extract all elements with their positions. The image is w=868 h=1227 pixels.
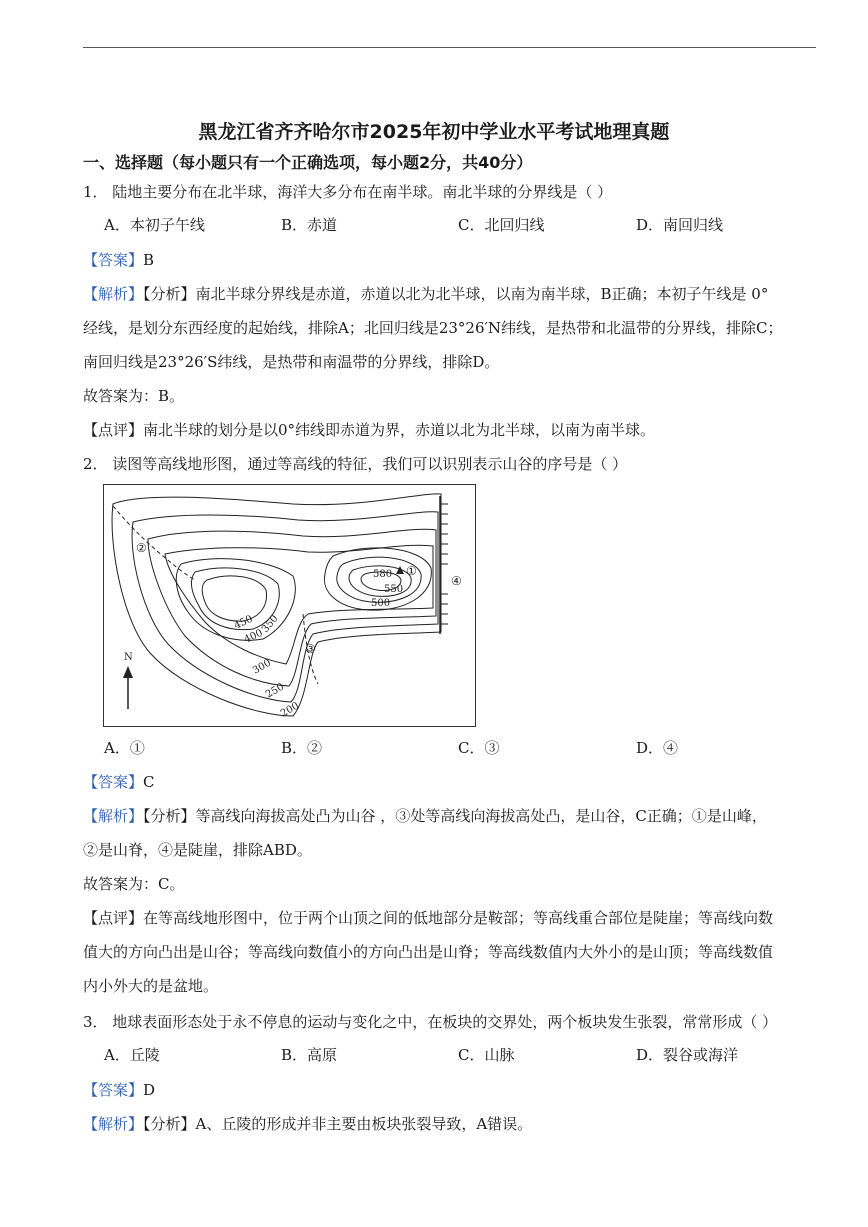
q1-stem: 1． 陆地主要分布在北半球，海洋大多分布在南半球。南北半球的分界线是（ ）	[83, 183, 613, 201]
label-400: 400	[242, 627, 265, 646]
text: 是陡崖，排除ABD。	[173, 841, 312, 859]
text: 处等高线向海拔高处凸，是山谷，C正确；	[410, 807, 692, 825]
q3-option-d: D．裂谷或海洋	[636, 1046, 739, 1064]
q2-final: 故答案为：C。	[83, 875, 185, 893]
q3-option-b: B．高原	[281, 1046, 338, 1064]
option-mark: ①	[129, 739, 145, 757]
section-heading: 一、选择题（每小题只有一个正确选项，每小题2分，共40分）	[83, 153, 533, 172]
marker-1: ①	[406, 564, 417, 578]
q3-answer-value: D	[143, 1081, 156, 1099]
q1-analysis-line-1	[83, 284, 818, 304]
q1-analysis-line-2: 经线，是划分东西经度的起始线，排除A；北回归线是23°26′N纬线，是热带和北温带的分界线，排除C；	[83, 319, 783, 337]
marker-3: ③	[305, 642, 316, 656]
q2-comment-line-2: 值大的方向凸出是山谷；等高线向数值小的方向凸出是山脊；等高线数值内大外小的是山顶；等高线数值	[83, 943, 774, 961]
analysis-tag: 【解析】	[83, 1115, 144, 1133]
q2-option-b	[281, 738, 322, 758]
q3-analysis-text: 【分析】A、丘陵的形成并非主要由板块张裂导致，A错误。	[143, 1115, 533, 1133]
answer-tag: 【答案】	[83, 251, 144, 269]
q2-analysis-line-2	[83, 840, 818, 860]
q1-comment: 【点评】南北半球的划分是以0°纬线即赤道为界，赤道以北为北半球，以南为南半球。	[83, 421, 656, 439]
q1-analysis-line-3: 南回归线是23°26′S纬线，是热带和南温带的分界线，排除D。	[83, 353, 500, 371]
option-mark: ④	[663, 739, 679, 757]
label-450: 450	[232, 613, 255, 632]
q2-option-c	[458, 738, 500, 758]
q1-final: 故答案为：B。	[83, 387, 185, 405]
label-200: 200	[279, 700, 302, 720]
q2-comment-line-3: 内小外大的是盆地。	[83, 977, 219, 995]
north-label: N	[124, 652, 133, 663]
marker-1-inline: ①	[691, 807, 707, 825]
marker-3-inline: ③	[395, 807, 411, 825]
marker-4-inline: ④	[158, 841, 174, 859]
label-250: 250	[264, 681, 287, 701]
q1-answer	[83, 250, 818, 270]
q2-answer-value: C	[143, 773, 155, 791]
ridge-line	[113, 506, 195, 580]
option-mark: ②	[307, 739, 323, 757]
q2-option-a	[104, 738, 145, 758]
q3-answer	[83, 1080, 818, 1100]
q2-stem: 2． 读图等高线地形图，通过等高线的特征，我们可以识别表示山谷的序号是（ ）	[83, 455, 628, 473]
option-letter: C．	[458, 739, 485, 757]
marker-4: ④	[451, 574, 462, 588]
q2-answer	[83, 772, 818, 792]
analysis-tag: 【解析】	[83, 285, 144, 303]
text: 是山脊，	[98, 841, 159, 859]
q1-option-a: A．本初子午线	[104, 216, 205, 234]
contour-inner	[202, 576, 266, 621]
q3-option-c: C．山脉	[458, 1046, 515, 1064]
q1-answer-value: B	[143, 251, 155, 269]
page-title: 黑龙江省齐齐哈尔市2025年初中学业水平考试地理真题	[198, 121, 670, 143]
answer-tag: 【答案】	[83, 1081, 144, 1099]
contour-350	[165, 545, 433, 664]
q1-option-c: C．北回归线	[458, 216, 545, 234]
option-letter: D．	[636, 739, 664, 757]
q1-option-b: B．赤道	[281, 216, 338, 234]
contour-map	[103, 484, 476, 727]
header-rule	[83, 47, 816, 48]
text: 【分析】等高线向海拔高处凸为山谷 ，	[143, 807, 396, 825]
marker-2: ②	[136, 541, 147, 555]
q3-stem: 3． 地球表面形态处于永不停息的运动与变化之中，在板块的交界处，两个板块发生张裂，常常形成（ ）	[83, 1013, 778, 1031]
marker-2-inline: ②	[83, 841, 99, 859]
text: 是山峰，	[706, 807, 767, 825]
q3-option-a: A．丘陵	[104, 1046, 160, 1064]
contour-200	[112, 494, 441, 716]
q2-option-d	[636, 738, 678, 758]
north-arrow-head	[123, 666, 133, 678]
q2-analysis-line-1	[83, 806, 818, 826]
label-300: 300	[251, 657, 274, 677]
label-550: 550	[384, 584, 404, 595]
label-350: 350	[259, 613, 281, 635]
analysis-tag: 【解析】	[83, 807, 144, 825]
option-letter: A．	[104, 739, 130, 757]
q1-analysis-text: 【分析】南北半球分界线是赤道，赤道以北为北半球，以南为南半球，B正确；本初子午线是 0°	[143, 285, 769, 303]
q3-analysis-line-1	[83, 1114, 818, 1134]
label-500: 500	[371, 598, 391, 609]
label-580: 580	[373, 569, 393, 580]
q1-option-d: D．南回归线	[636, 216, 724, 234]
contour-250	[132, 512, 438, 702]
answer-tag: 【答案】	[83, 773, 144, 791]
option-mark: ③	[484, 739, 500, 757]
q2-comment-line-1: 【点评】在等高线地形图中，位于两个山顶之间的低地部分是鞍部；等高线重合部位是陡崖；等高线向数	[83, 909, 774, 927]
option-letter: B．	[281, 739, 308, 757]
map-frame	[104, 485, 476, 727]
